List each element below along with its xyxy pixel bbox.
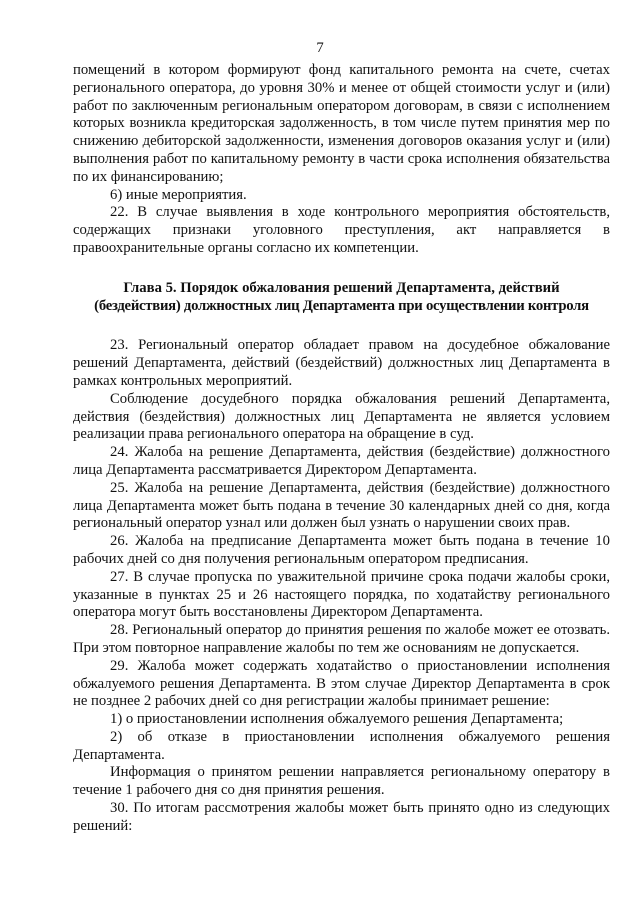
list-item-6: 6) иные мероприятия. (110, 186, 247, 203)
paragraph-26: 26. Жалоба на предписание Департамента может быть подана в течение 10 рабочих дней со дня получения региональным оператором предписания. (73, 533, 610, 567)
chapter-heading-line-1: Глава 5. Порядок обжалования решений Департамента, действий (123, 279, 560, 296)
paragraph-29: 29. Жалоба может содержать ходатайство о приостановлении исполнения обжалуемого решения Департамента. В этом случае Директор Департамента в срок не позднее 2 рабочих дней со дня регистрации жалобы принимает решение: (73, 657, 610, 710)
paragraph-29-option-2: 2) об отказе в приостановлении исполнения обжалуемого решения Департамента. (73, 728, 610, 763)
paragraph-28: 28. Региональный оператор до принятия решения по жалобе может ее отозвать. При этом повторное направление жалобы по тем же основаниям не допускается. (73, 622, 610, 656)
paragraph-25: 25. Жалоба на решение Департамента, действия (бездействие) должностного лица Департамента может быть подана в течение 30 календарных дней со дня, когда региональный оператор узнал или должен был узнать о нарушении своих прав. (73, 479, 610, 532)
paragraph-23-note: Соблюдение досудебного порядка обжалования решений Департамента, действия (бездействия) должностных лиц Департамента не является условием реализации права регионального оператора на обращение в суд. (73, 390, 610, 443)
paragraph-continuation: помещений в котором формируют фонд капитального ремонта на счете, счетах регионального оператора, до уровня 30% и менее от общей стоимости услуг и (или) работ по заключенным региональным оператором договорам, в связи с исполнением которых возникла кредиторская задолженность, в том числе путем принятия мер по снижению дебиторской задолженности, изменения договоров оказания услуг и (или) выполнения работ по капитальному ремонту в части срока исполнения обязательства по их финансированию; (73, 62, 610, 185)
page-number: 7 (316, 40, 324, 56)
paragraph-30: 30. По итогам рассмотрения жалобы может быть принято одно из следующих решений: (73, 800, 610, 834)
paragraph-23: 23. Региональный оператор обладает правом на досудебное обжалование решений Департамента, действий (бездействий) должностных лиц Департамента в рамках контрольных мероприятий. (73, 337, 610, 389)
chapter-heading (73, 280, 610, 316)
paragraph-24: 24. Жалоба на решение Департамента, действия (бездействие) должностного лица Департамента рассматривается Директором Департамента. (73, 444, 610, 478)
document-body (73, 62, 610, 836)
paragraph-29-option-1: 1) о приостановлении исполнения обжалуемого решения Департамента; (110, 711, 564, 728)
chapter-heading-line-2: (бездействия) должностных лиц Департамента при осуществлении контроля (94, 297, 589, 314)
paragraph-27: 27. В случае пропуска по уважительной причине срока подачи жалобы сроки, указанные в пунктах 25 и 26 настоящего порядка, по ходатайству регионального оператора могут быть восстановлены Директором Департамента. (73, 568, 610, 621)
paragraph-22: 22. В случае выявления в ходе контрольного мероприятия обстоятельств, содержащих признаки уголовного преступления, акт направляется в правоохранительные органы согласно их компетенции. (73, 204, 610, 256)
paragraph-29-info: Информация о принятом решении направляется региональному оператору в течение 1 рабочего дня со дня принятия решения. (73, 764, 610, 799)
